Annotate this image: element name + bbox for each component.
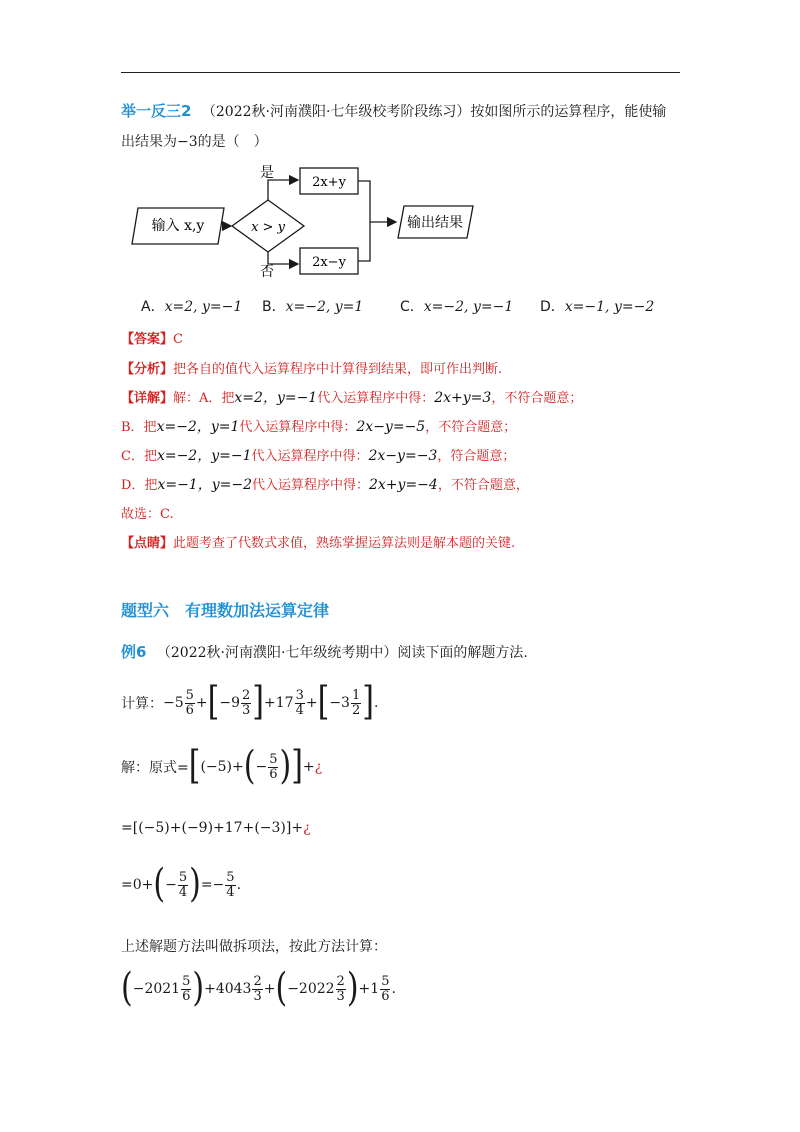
question-label: 举一反三2 xyxy=(121,102,192,120)
step1-a: (−5)+ xyxy=(200,759,244,775)
step3-minus: − xyxy=(165,877,177,893)
calc-t4: −3 xyxy=(329,695,350,711)
practice-t3: −2022 xyxy=(287,981,335,997)
choose-line: 故选：C. xyxy=(121,507,174,522)
calc-f2-num: 2 xyxy=(242,687,251,703)
calc-f4-num: 1 xyxy=(351,687,361,703)
detail-line-1 xyxy=(121,387,582,407)
calc-f4-den: 2 xyxy=(351,702,361,718)
option-d-letter: D． xyxy=(540,299,565,315)
detail-4d: 2x+y=−4 xyxy=(369,477,438,493)
answer-value: C xyxy=(173,332,183,347)
comment-line xyxy=(121,532,515,551)
practice-t2: 4043 xyxy=(215,981,252,997)
calc-f1-num: 5 xyxy=(185,687,194,703)
detail-1e: ，不符合题意； xyxy=(491,391,583,406)
question-source: （2022秋·河南濮阳·七年级校考阶段练习） xyxy=(201,104,471,120)
detail-4b: x=−1，y=−2 xyxy=(157,477,252,493)
calc-f2-den: 3 xyxy=(242,702,251,718)
detail-4e: ，不符合题意， xyxy=(437,478,529,493)
section-title: 题型六 有理数加法运算定律 xyxy=(121,601,330,620)
calc-label: 计算： xyxy=(121,696,163,712)
condition-label: x > y xyxy=(251,220,285,235)
no-label: 否 xyxy=(260,264,274,280)
example-source: （2022秋·河南濮阳·七年级统考期中） xyxy=(156,645,398,661)
option-d-text: x=−1, y=−2 xyxy=(564,299,655,315)
practice-f3-num: 2 xyxy=(336,973,345,989)
answer-tag: 【答案】 xyxy=(121,332,174,347)
calc-f3-num: 3 xyxy=(295,687,304,703)
analysis-tag: 【分析】 xyxy=(121,362,174,377)
detail-3d: 2x−y=−3 xyxy=(368,448,438,464)
detail-line-4 xyxy=(121,474,529,494)
practice-f1-den: 6 xyxy=(182,988,191,1004)
detail-3c: 代入运算程序中得： xyxy=(251,449,369,464)
option-b-letter: B． xyxy=(262,299,286,315)
detail-2a: B．把 xyxy=(121,420,157,435)
analysis-line xyxy=(121,358,502,377)
step3-num: 5 xyxy=(178,869,188,885)
header-rule xyxy=(121,72,680,73)
solution-label: 解：原式= xyxy=(121,760,189,776)
input-label: 输入 x,y xyxy=(151,218,205,234)
practice-t4: 1 xyxy=(370,981,380,997)
question-stem-2: 出结果为−3的是（ ） xyxy=(121,134,268,150)
step3-den: 4 xyxy=(178,884,188,900)
calc-t3: 17 xyxy=(275,695,294,711)
solution-step-1: 解：原式=[(−5)+(− $\frac{5}{6}$ )]+¿ xyxy=(121,743,323,790)
calc-f1-den: 6 xyxy=(185,702,194,718)
detail-line-3 xyxy=(121,445,515,465)
practice-f4-den: 6 xyxy=(381,988,390,1004)
comment-text: 此题考查了代数式求值，熟练掌握运算法则是解本题的关键. xyxy=(173,536,516,551)
solution-step-3: =0+(− $\frac{5}{4}$ )=− $\frac{5}{4}$ . xyxy=(121,861,242,908)
detail-4c: 代入运算程序中得： xyxy=(251,478,369,493)
bottom-process-label: 2x−y xyxy=(312,255,346,270)
yes-label: 是 xyxy=(260,165,274,181)
practice-t1: −2021 xyxy=(132,981,181,997)
answer-line xyxy=(121,328,183,347)
detail-2e: ，不符合题意； xyxy=(425,420,517,435)
step3-eq: =− xyxy=(200,877,225,893)
calc-expression: 计算：−5 $\frac{5}{6}$ +[−9 $\frac{2}{3}$ ]+17 $\frac{3}{4}$ +[−3 $\frac{1}{2}$ ]. xyxy=(121,679,379,726)
detail-3e: ，符合题意； xyxy=(437,449,516,464)
example-head-line xyxy=(121,641,528,662)
option-a-text: x=2, y=−1 xyxy=(164,299,243,315)
practice-f2-num: 2 xyxy=(253,973,262,989)
analysis-text: 把各自的值代入运算程序中计算得到结果，即可作出判断. xyxy=(173,362,503,377)
detail-1d: 2x+y=3 xyxy=(434,390,492,406)
detail-tag: 【详解】 xyxy=(121,391,174,406)
detail-2b: x=−2，y=1 xyxy=(156,419,240,435)
step1-num: 5 xyxy=(269,751,278,767)
detail-line-2 xyxy=(121,416,516,436)
step3-num2: 5 xyxy=(226,869,235,885)
detail-3b: x=−2，y=−1 xyxy=(156,448,252,464)
option-b-text: x=−2, y=1 xyxy=(285,299,364,315)
option-c-letter: C． xyxy=(400,299,424,315)
option-c-text: x=−2, y=−1 xyxy=(423,299,514,315)
flowchart xyxy=(128,164,478,284)
calc-f3-den: 4 xyxy=(295,702,304,718)
detail-1c: 代入运算程序中得： xyxy=(317,391,435,406)
detail-1b: x=2，y=−1 xyxy=(234,390,318,406)
calc-t2: −9 xyxy=(219,695,241,711)
output-label: 输出结果 xyxy=(407,215,463,231)
step2-text: =[(−5)+(−9)+17+(−3)]+ xyxy=(121,820,304,836)
top-process-label: 2x+y xyxy=(312,175,346,190)
calc-t1: −5 xyxy=(163,695,184,711)
step1-junk: ¿ xyxy=(314,759,323,775)
detail-1a: 解：A．把 xyxy=(173,391,235,406)
example-label: 例6 xyxy=(121,643,147,661)
option-c[interactable] xyxy=(400,296,513,316)
practice-f1-num: 5 xyxy=(182,973,191,989)
step1-den: 6 xyxy=(269,766,278,782)
detail-4a: D．把 xyxy=(121,478,158,493)
question-stem-1: 按如图所示的运算程序，能使输 xyxy=(470,104,667,120)
detail-2d: 2x−y=−5 xyxy=(356,419,426,435)
question-head-line xyxy=(121,100,666,121)
option-a-letter: A． xyxy=(141,299,165,315)
step2-junk: ¿ xyxy=(303,820,311,836)
comment-tag: 【点睛】 xyxy=(121,536,174,551)
practice-f3-den: 3 xyxy=(336,988,345,1004)
option-b[interactable] xyxy=(262,296,363,316)
practice-expression: (−2021 $\frac{5}{6}$ )+4043 $\frac{2}{3}$ +(−2022 $\frac{2}{3}$ )+1 $\frac{5}{6}$ . xyxy=(121,965,396,1012)
practice-f4-num: 5 xyxy=(381,973,390,989)
practice-f2-den: 3 xyxy=(253,988,262,1004)
option-a[interactable] xyxy=(141,296,242,316)
option-d[interactable] xyxy=(540,296,654,316)
detail-3a: C．把 xyxy=(121,449,157,464)
detail-2c: 代入运算程序中得： xyxy=(239,420,357,435)
step3-a: =0+ xyxy=(121,877,154,893)
method-note: 上述解题方法叫做拆项法，按此方法计算： xyxy=(121,939,387,955)
solution-step-2 xyxy=(121,820,311,836)
step3-den2: 4 xyxy=(226,884,235,900)
step1-minus: − xyxy=(255,759,268,775)
example-text: 阅读下面的解题方法. xyxy=(397,645,528,661)
